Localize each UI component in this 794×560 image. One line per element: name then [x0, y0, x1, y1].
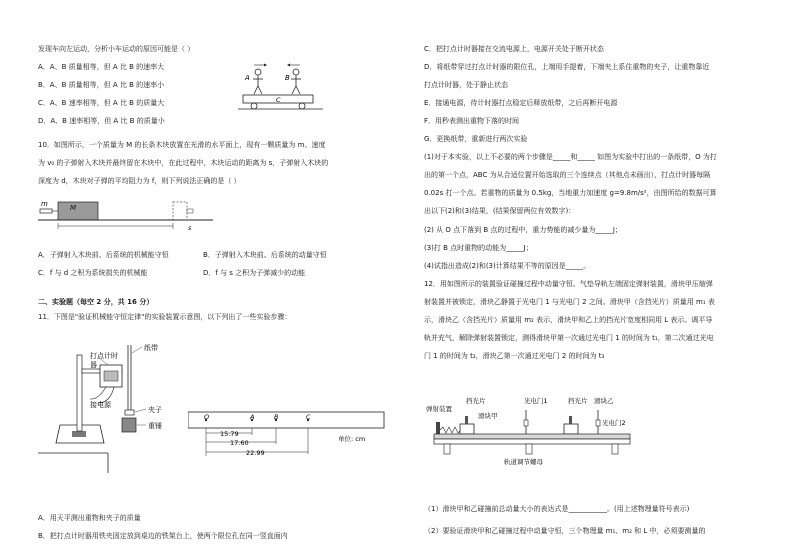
r-line-18: 门 1 的时间为 t₂，滑块乙第一次通过光电门 2 的时间为 t₃ [424, 352, 605, 360]
r-line-3: 打点计时器，处于静止状态 [424, 81, 508, 89]
q10-option-a: A．子弹射入木块前、后系统的机械能守恒 [38, 251, 169, 259]
q9-option-a: A．A、B 质量相等，但 A 比 B 的速率大 [38, 63, 165, 71]
q10-line-3: 深度为 d，木块对子弹的平均阻力为 f，则下列说法正确的是（ ） [38, 177, 241, 185]
r-line-12: (3)打 B 点时重物的动能为_____J； [424, 244, 533, 252]
q12-question-1: （1）滑块甲和乙碰撞前总动量大小的表达式是___________。(用上述物理量符号表示) [424, 505, 690, 513]
label-gate-1: 光电门1 [524, 397, 548, 405]
q12-airtrack-figure [426, 390, 636, 470]
r-line-9: 0.02s 打一个点。若重物的质量为 0.5kg，当地重力加速度 g=9.8m/s²，由图所给的数据可算 [424, 189, 717, 197]
q11-intro: 11．下图是"验证机械能守恒定律"的实验装置示意图，以下列出了一些实验步骤： [38, 313, 292, 321]
label-block-a: 滑块甲 [478, 412, 498, 420]
label-d2: 17.60 [230, 439, 249, 447]
q9-option-d: D．A、B 速率相等，但 A 比 B 的质量小 [38, 117, 165, 125]
section-2-heading: 二、实验题（每空 2 分，共 16 分） [38, 298, 154, 306]
label-clip: 夹子 [148, 406, 162, 414]
q9-tail: 发现车向左运动，分析小车运动的原因可能是（ ） [38, 45, 195, 53]
label-point-c: C [306, 413, 311, 421]
r-line-1: C．把打点计时器接在交流电源上，电源开关处于断开状态 [424, 45, 604, 53]
label-tape: 纸带 [144, 344, 158, 352]
label-point-b: B [274, 413, 279, 421]
label-b: B [285, 74, 290, 82]
r-line-5: F．用秒表测出重物下落的时间 [424, 117, 520, 125]
q10-line-2: 为 v₀ 的子弹射入木块并最终留在木块中，在此过程中，木块运动的距离为 s，子弹射入木块的 [38, 159, 329, 167]
r-line-16: 示，滑块乙（含挡光片）质量用 m₂ 表示，滑块甲和乙上的挡光片宽度相同用 L 表示。调平导 [424, 316, 713, 324]
label-weight: 重锤 [148, 422, 162, 430]
r-line-2: D．将纸带穿过打点计时器的限位孔，上端用手提着，下端夹上系住重物的夹子，让重物靠近 [424, 63, 710, 71]
q11-step-a: A．用天平测出重物和夹子的质量 [38, 514, 141, 522]
q9-cart-figure [238, 62, 348, 124]
label-d3: 22.99 [246, 449, 265, 457]
q9-option-b: B．A、B 质量相等，但 A 比 B 的速率小 [38, 81, 165, 89]
r-line-13: (4)试指出造成(2)和(3)计算结果不等的原因是_____。 [424, 262, 591, 270]
r-line-10: 出以下(2)和(3)结果，(结果保留两位有效数字)： [424, 207, 576, 215]
label-timer-1: 打点计时 [90, 352, 118, 360]
q10-block-figure [38, 192, 218, 234]
q11-tape-figure [188, 408, 388, 458]
label-unit: 单位: cm [338, 435, 366, 443]
label-big-m: M [70, 204, 77, 212]
label-screw: 轨道调节螺母 [504, 458, 543, 466]
q10-option-b: B．子弹射入木块前、后系统的动量守恒 [203, 251, 327, 259]
label-c: C [276, 96, 281, 104]
label-d1: 15.79 [220, 430, 239, 438]
left-column [38, 0, 410, 560]
label-s: s [188, 224, 192, 232]
r-line-7: (1)对于本实验，以上不必要的两个步骤是_____和_____ 如图为实验中打出的一条纸带，O 为打 [424, 153, 717, 161]
q10-option-d: D．f 与 s 之积为子弹减少的动能 [203, 269, 306, 277]
r-line-14: 12．用如图所示的装置验证碰撞过程中动量守恒。气垫导轨左端固定弹射装置，滑块甲压缩弹 [424, 280, 713, 288]
r-line-6: G．更换纸带，重新进行两次实验 [424, 135, 528, 143]
label-timer-2: 器 [90, 361, 97, 369]
label-m: m [41, 200, 48, 208]
r-line-4: E．接通电源，待计时器打点稳定后释放纸带，之后再断开电源 [424, 99, 618, 107]
label-point-o: O [204, 413, 210, 421]
label-block-b: 滑块乙 [594, 397, 614, 405]
r-line-15: 射装置并被锁定，滑块乙静置于光电门 1 与光电门 2 之间。滑块甲（含挡光片）质量用 m₁ 表 [424, 298, 715, 306]
r-line-8: 出的第一个点，ABC 为从合适位置开始选取的三个连续点（其他点未画出），打点计时器每隔 [424, 171, 711, 179]
label-point-a: A [250, 413, 255, 421]
q10-line-1: 10．如图所示，一个质量为 M 的长条木块放置在光滑的水平面上，现有一颗质量为 m、速度 [38, 141, 326, 149]
label-shutter-1: 挡光片 [466, 397, 486, 405]
q10-option-c: C．f 与 d 之积为系统损失的机械能 [38, 269, 148, 277]
label-launcher: 弹射装置 [426, 405, 452, 413]
right-column [424, 0, 782, 560]
label-power: 接电源 [90, 401, 111, 409]
label-shutter-2: 挡光片 [568, 397, 588, 405]
q11-step-b: B．把打点计时器用铁夹固定放到桌边的铁架台上，使两个限位孔在同一竖直面内 [38, 532, 288, 540]
q12-question-2: （2）要验证滑块甲和乙碰撞过程中动量守恒，三个物理量 m₁、m₂ 和 L 中，必须要测量的 [424, 527, 706, 535]
label-gate-2: 光电门2 [602, 419, 626, 427]
q9-option-c: C．A、B 速率相等，但 A 比 B 的质量大 [38, 99, 165, 107]
r-line-11: (2) 从 O 点下落到 B 点的过程中，重力势能的减少量为_____J； [424, 226, 622, 234]
r-line-17: 轨并充气，解除弹射装置锁定，测得滑块甲第一次通过光电门 1 的时间为 t₁，第二次通过光电 [424, 334, 714, 342]
label-a: A [245, 74, 250, 82]
